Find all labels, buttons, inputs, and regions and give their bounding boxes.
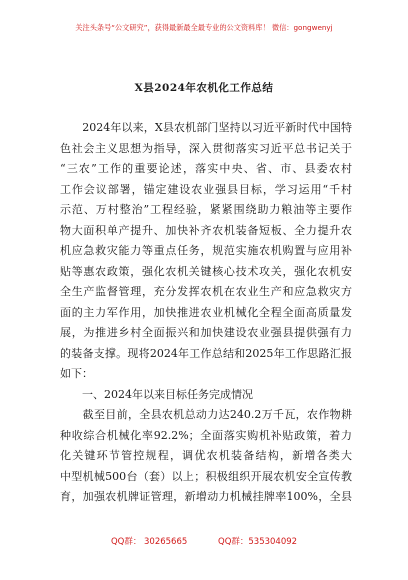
- document-title: X县2024年农机化工作总结: [134, 82, 274, 94]
- body-line: 工作会议部署，锚定建设农业强县目标，学习运用“千村: [60, 182, 352, 196]
- section-heading: 一、2024年以来目标任务完成情况: [60, 387, 253, 401]
- body-line: 截至目前，全县农机总动力达240.2万千瓦，农作物耕: [60, 408, 352, 421]
- footer-contact: [0, 535, 408, 547]
- body-line: 物大面积单产提升、加快补齐农机装备短板、全力提升农: [60, 223, 352, 237]
- header-banner: 关注头条号“公文研究”，获得最新最全最专业的公文资料库！ 微信：gongwenyj: [75, 23, 333, 32]
- body-line: 的装备支撑。现将2024年工作总结和2025年工作思路汇报: [60, 346, 352, 360]
- document-body: [60, 118, 352, 508]
- body-line: 中型机械500台（套）以上；积极组织开展农机安全宣传教: [60, 469, 352, 483]
- body-line: 面的主力军作用，加快推进农业机械化全程全面高质量发: [60, 305, 352, 319]
- body-line: 展，为推进乡村全面振兴和加快建设农业强县提供强有力: [60, 326, 352, 339]
- body-line: 2024年以来，X县农机部门坚持以习近平新时代中国特: [60, 121, 352, 134]
- body-line: 化关键环节管控规程，调优农机装备结构，新增各类大: [60, 449, 352, 462]
- body-line: 种收综合机械化率92.2%；全面落实购机补贴政策，着力: [60, 428, 352, 442]
- qq-group-2: QQ群：535304092: [218, 537, 298, 547]
- body-line: “三农”工作的重要论述，落实中央、省、市、县委农村: [60, 162, 352, 175]
- body-line: 育，加强农机牌证管理，新增动力机械挂牌率100%，全县: [60, 490, 352, 503]
- body-line: 示范、万村整治”工程经验，紧紧围绕助力粮油等主要作: [60, 203, 352, 216]
- body-line: 如下：: [60, 367, 93, 380]
- qq-group-1: QQ群： 30265665: [110, 537, 188, 547]
- body-line: 贴等惠农政策，强化农机关键核心技术攻关，强化农机安: [60, 264, 352, 278]
- body-line: 色社会主义思想为指导，深入贯彻落实习近平总书记关于: [60, 141, 352, 155]
- body-line: 全生产监督管理，充分发挥农机在农业生产和应急救灾方: [60, 285, 352, 298]
- body-line: 机应急救灾能力等重点任务，规范实施农机购置与应用补: [60, 244, 352, 257]
